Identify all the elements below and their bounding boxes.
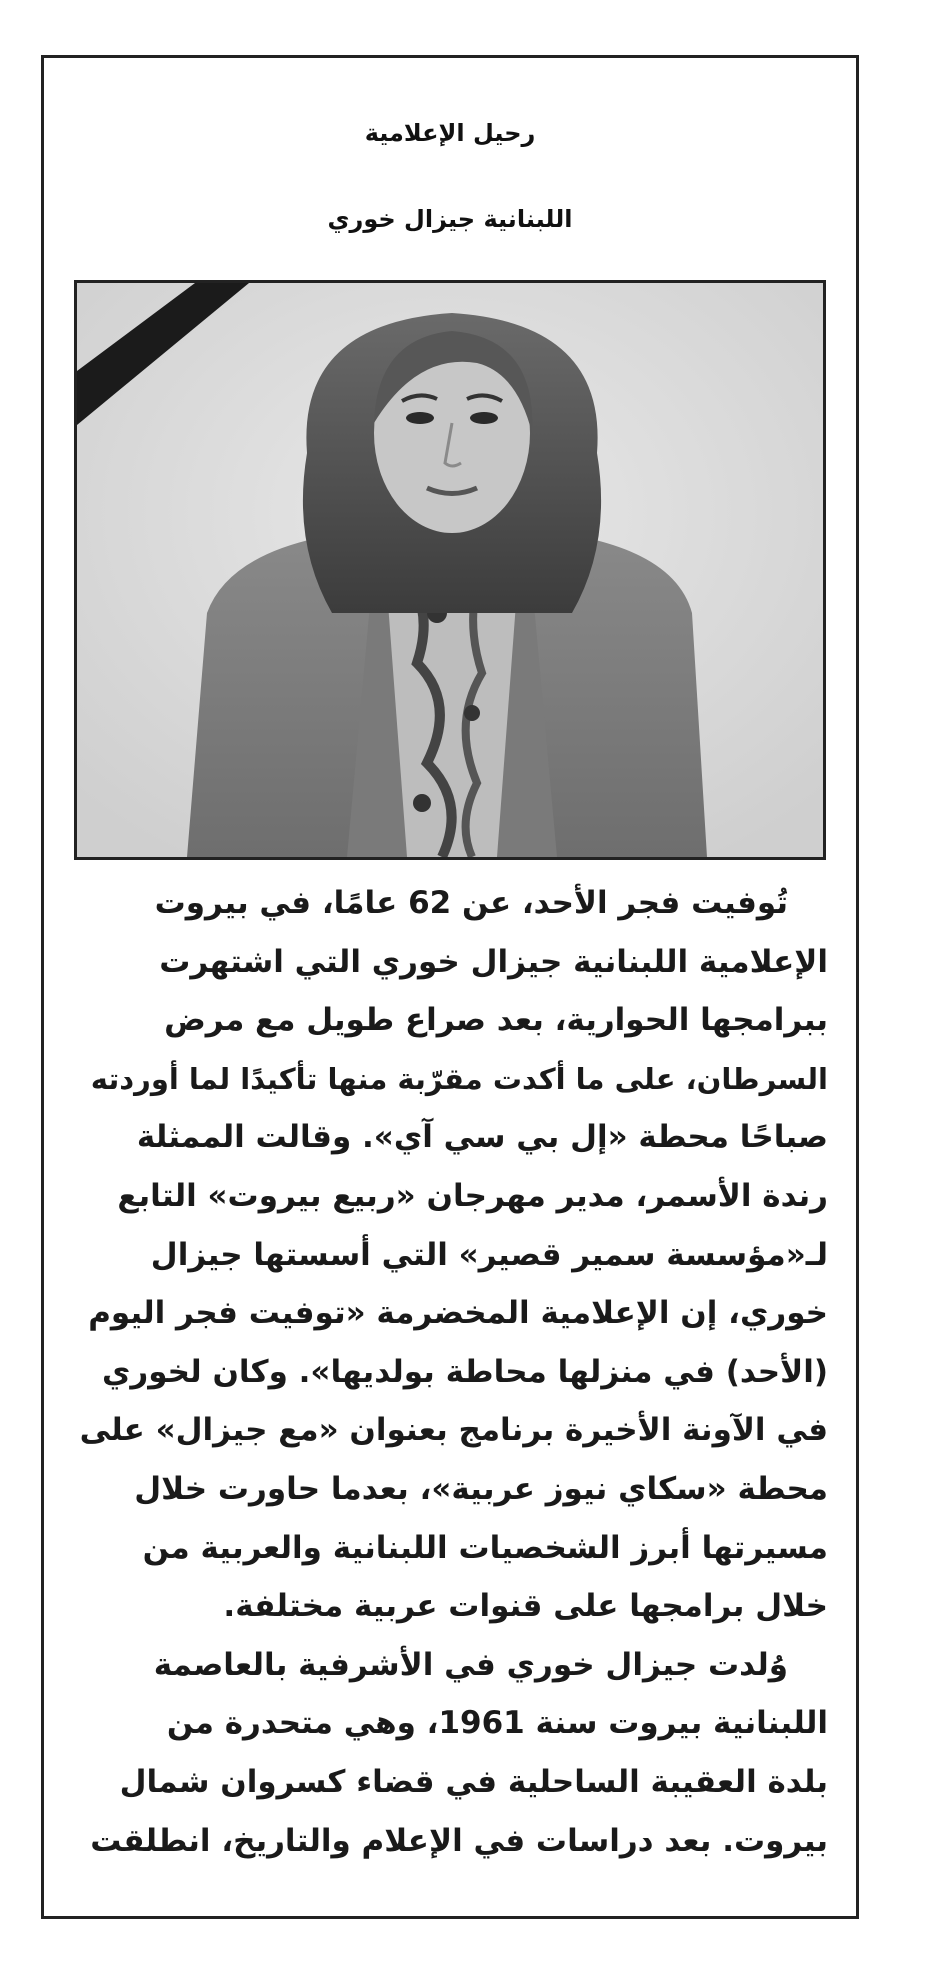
article-line-13: خلال برامجها على قنوات عربية مختلفة. [223,1588,828,1625]
article-line-11: محطة «سكاي نيوز عربية»، بعدما حاورت خلال [134,1470,828,1507]
portrait-photo [74,280,826,860]
headline-line-2: اللبنانية جيزال خوري [327,205,573,233]
article-line-15: اللبنانية بيروت سنة 1961، وهي متحدرة من [166,1705,828,1742]
portrait-illustration [77,283,823,857]
article-line-3: ببرامجها الحوارية، بعد صراع طويل مع مرض [164,1002,828,1039]
article-line-1: تُوفيت فجر الأحد، عن 62 عامًا، في بيروت [154,885,788,921]
article-line-16: بلدة العقيبة الساحلية في قضاء كسروان شمال [119,1763,828,1800]
headline-line-1: رحيل الإعلامية [364,119,536,147]
article-line-5: صباحًا محطة «إل بي سي آي». وقالت الممثلة [136,1119,828,1156]
article-body [74,874,828,1870]
article-line-10: في الآونة الأخيرة برنامج بعنوان «مع جيزال» على [79,1412,828,1449]
article-line-6: رندة الأسمر، مدير مهرجان «ربيع بيروت» التابع [117,1177,828,1214]
article-line-12: مسيرتها أبرز الشخصيات اللبنانية والعربية من [142,1529,828,1566]
article-line-4: السرطان، على ما أكدت مقرّبة منها تأكيدًا لما أوردته [90,1061,828,1096]
article-line-7: لـ«مؤسسة سمير قصير» التي أسستها جيزال [150,1236,828,1273]
headline [44,90,856,262]
obituary-box [41,55,859,1919]
article-line-8: خوري، إن الإعلامية المخضرمة «توفيت فجر اليوم [88,1295,828,1332]
article-line-17: بيروت. بعد دراسات في الإعلام والتاريخ، انطلقت [90,1822,828,1859]
article-line-14: وُلدت جيزال خوري في الأشرفية بالعاصمة [153,1646,788,1683]
article-line-2: الإعلامية اللبنانية جيزال خوري التي اشتهرت [159,943,828,980]
article-line-9: (الأحد) في منزلها محاطة بولديها». وكان لخوري [101,1353,828,1390]
